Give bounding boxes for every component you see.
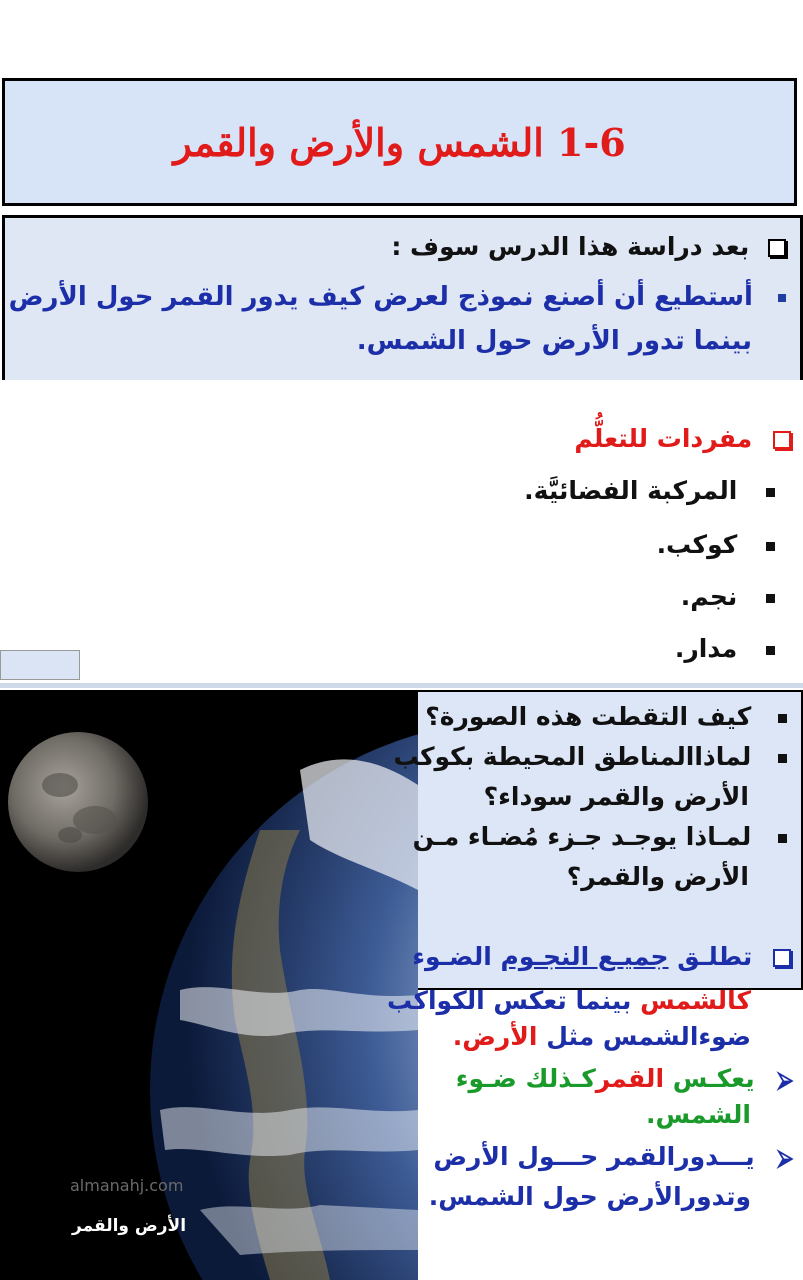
objective-text-1: أستطيع أن أصنع نموذج لعرض كيف يدور القمر حول الأرض <box>8 282 753 312</box>
decorative-rect <box>0 650 80 680</box>
fact-3-line1 <box>433 1140 793 1176</box>
vocab-item <box>681 580 775 614</box>
square-bullet-icon <box>778 714 787 723</box>
vocab-term: مدار. <box>674 634 738 663</box>
objectives-heading: بعد دراسة هذا الدرس سوف : <box>391 232 750 261</box>
checkbox-bullet-icon <box>768 239 786 257</box>
fact-text: ضوءالشمس مثل <box>546 1022 751 1051</box>
vocab-heading-row <box>574 422 791 456</box>
fact-text: الضـوء <box>412 942 492 971</box>
fact-1-line3 <box>453 1020 751 1054</box>
square-bullet-icon <box>766 646 775 655</box>
lesson-title: 1-6 الشمس والأرض والقمر <box>173 119 626 165</box>
fact-2-line2: الشمس. <box>646 1100 751 1129</box>
vocab-term: كوكب. <box>656 530 738 559</box>
questions-box <box>393 690 803 990</box>
objective-item-line1 <box>9 280 786 314</box>
vocab-heading: مفردات للتعلُّم <box>574 424 753 453</box>
question-item <box>393 740 787 774</box>
question-text: لمـاذا يوجـد جـزء مُضـاء مـن <box>412 822 752 851</box>
objectives-box <box>2 215 803 380</box>
fact-1-line2 <box>387 984 751 1018</box>
fact-text: بينما تعكس الكواكب <box>386 986 632 1015</box>
square-bullet-icon <box>766 594 775 603</box>
fact-3-line2: وتدورالأرض حول الشمس. <box>428 1182 751 1211</box>
fact-text: يعكـس <box>672 1064 755 1093</box>
watermark-text: almanahj.com <box>70 1176 184 1195</box>
square-bullet-icon <box>766 542 775 551</box>
question-item <box>425 700 787 734</box>
fact-text-underlined: جميـع النجـوم <box>500 942 669 971</box>
earth-moon-photo <box>0 690 418 1280</box>
fact-text: تطلـق <box>677 942 753 971</box>
arrow-bullet-icon: ⮚ <box>777 1146 793 1171</box>
question-text-cont: الأرض والقمر سوداء؟ <box>483 782 749 811</box>
vocab-term: المركبة الفضائيَّة. <box>524 476 738 505</box>
question-text: كيف التقطت هذه الصورة؟ <box>425 702 752 731</box>
facts-area <box>386 986 803 1280</box>
title-banner <box>2 78 797 206</box>
square-bullet-icon <box>778 294 786 302</box>
question-text-cont: الأرض والقمر؟ <box>566 862 749 891</box>
arrow-bullet-icon: ⮚ <box>777 1068 793 1093</box>
fact-text-highlight: الأرض. <box>452 1022 538 1051</box>
vocab-term: نجم. <box>680 582 738 611</box>
checkbox-bullet-icon <box>773 431 791 449</box>
question-item <box>413 820 787 854</box>
vocab-item <box>675 632 775 666</box>
divider <box>0 683 803 688</box>
square-bullet-icon <box>766 488 775 497</box>
square-bullet-icon <box>778 834 787 843</box>
photo-caption: الأرض والقمر <box>72 1216 187 1236</box>
fact-1-line1 <box>412 940 791 974</box>
fact-text-highlight: كالشمس <box>640 986 751 1015</box>
vocab-item <box>657 528 775 562</box>
vocab-item <box>524 474 775 508</box>
checkbox-bullet-icon <box>773 949 791 967</box>
fact-text-highlight: القمر <box>595 1064 665 1093</box>
moon <box>8 732 148 872</box>
fact-text: كـذلك ضـوء <box>455 1064 596 1093</box>
objective-item-line2: بينما تدور الأرض حول الشمس. <box>356 326 752 356</box>
question-text: لماذاالمناطق المحيطة بكوكب <box>393 742 752 771</box>
square-bullet-icon <box>778 754 787 763</box>
fact-2-line1 <box>456 1062 793 1098</box>
fact-text: يـــدورالقمر حـــول الأرض <box>433 1142 755 1171</box>
earth-moon-illustration <box>0 690 418 1280</box>
objectives-heading-row <box>391 230 786 264</box>
